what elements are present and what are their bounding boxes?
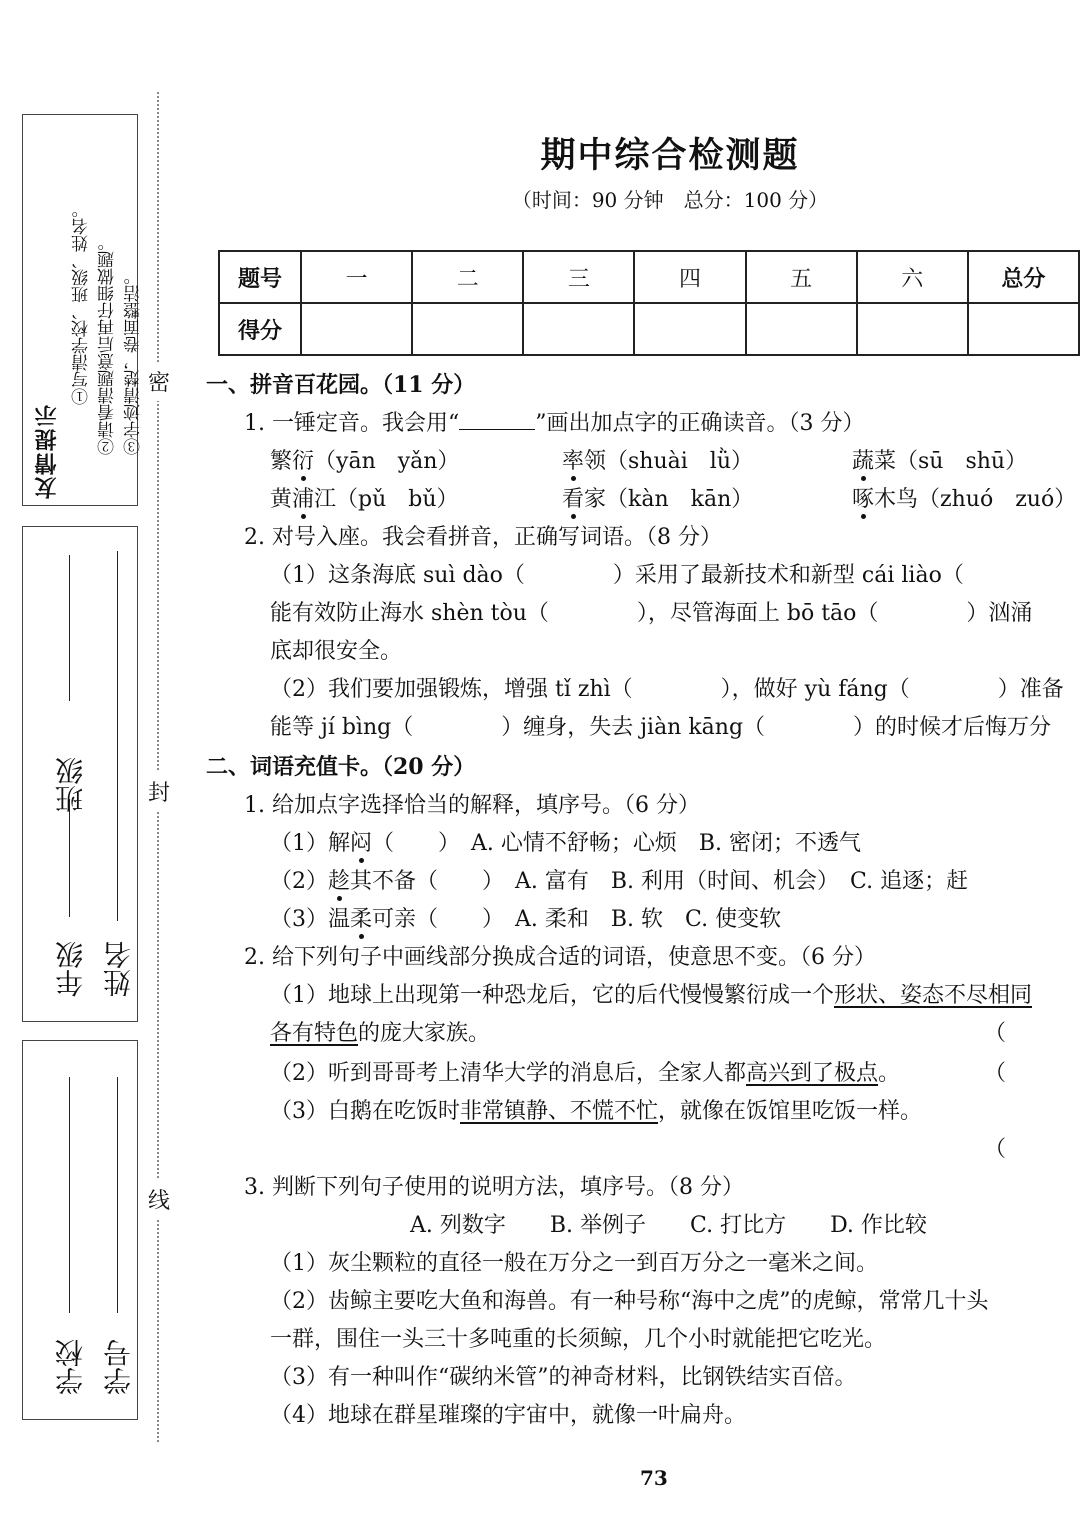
score-cell[interactable] [857, 303, 968, 355]
grade-class-name-box [22, 526, 138, 1022]
item-text: 黄 [270, 487, 293, 512]
pinyin-choice: 江（pǔ bǔ） [314, 487, 459, 512]
s1-q1-title [244, 406, 864, 437]
underlined-phrase: 各有特色 [270, 1021, 359, 1046]
tip-3: ③字迹清楚，卷面整洁。 [124, 268, 144, 455]
score-cell[interactable] [968, 303, 1079, 355]
number-label: 学号 [102, 1339, 135, 1395]
s2-q3-line-2: （2）齿鲸主要吃大鱼和海兽。有一种号称“海中之虎”的虎鲸，常常几十头 [270, 1289, 989, 1314]
score-table-header-row [219, 251, 1079, 303]
s1-q1-post: ”画出加点字的正确读音。（3 分） [535, 411, 865, 436]
section-2-title: 二、词语充值卡。（20 分） [206, 754, 476, 780]
score-cell[interactable] [634, 303, 745, 355]
row-label-score: 得分 [219, 303, 301, 355]
grade-label: 年级 [54, 941, 87, 997]
pinyin-choice: 菜（sū shū） [874, 449, 1028, 474]
answer-paren[interactable]: （ [984, 1061, 1007, 1086]
sentence-text: 的庞大家族。 [358, 1021, 491, 1046]
underline-blank [459, 411, 535, 430]
dotted-char: 闷 [350, 826, 372, 857]
s2-q2-s1-line-2 [270, 1016, 490, 1047]
s2-q1-item-3 [270, 902, 781, 933]
class-label: 班级 [54, 757, 87, 813]
dotted-char: 蔬 [852, 444, 874, 475]
tip-1: ①写清学校、班级、姓名。 [72, 201, 92, 405]
s2-q2-s2 [270, 1056, 900, 1087]
grade-line [69, 799, 70, 917]
pinyin-item-4 [270, 482, 459, 513]
s2-q3-line-5: （4）地球在群星璀璨的宇宙中，就像一叶扁舟。 [270, 1403, 746, 1428]
s1-q2-line-1: （1）这条海底 suì dào（ ）采用了最新技术和新型 cái liào（ [270, 563, 964, 588]
col-4: 四 [634, 251, 745, 303]
s2-q1-item-2 [270, 864, 968, 895]
page-title: 期中综合检测题 [540, 135, 800, 176]
s1-q2-line-5: 能等 jí bìng（ ）缠身，失去 jiàn kāng（ ）的时候才后悔万分 [270, 715, 1052, 740]
school-label: 学校 [54, 1339, 87, 1395]
s1-q2-line-2: 能有效防止海水 shèn tòu（ ），尽管海面上 bō tāo（ ）汹涌 [270, 601, 1033, 626]
tips-title: 友情提示 [34, 403, 60, 499]
score-table [218, 250, 1080, 356]
item-prefix: （3）温 [270, 907, 350, 932]
school-line [69, 1077, 70, 1313]
pinyin-choice: 领（shuài lǜ） [584, 449, 754, 474]
s2-q1-item-1 [270, 826, 861, 857]
s2-q1-title: 1. 给加点字选择恰当的解释，填序号。（6 分） [244, 793, 700, 818]
score-cell[interactable] [412, 303, 523, 355]
sentence-text: （1）地球上出现第一种恐龙后，它的后代慢慢繁衍成一个 [270, 983, 834, 1008]
col-1: 一 [301, 251, 412, 303]
s2-q3-line-4: （3）有一种叫作“碳纳米管”的神奇材料，比钢铁结实百倍。 [270, 1365, 857, 1390]
pinyin-item-2 [562, 444, 753, 475]
item-prefix: （2） [270, 869, 328, 894]
sentence-text: ，就像在饭馆里吃饭一样。 [658, 1099, 923, 1124]
col-6: 六 [857, 251, 968, 303]
pinyin-item-6 [852, 482, 1076, 513]
sentence-text: 。 [878, 1061, 901, 1086]
pinyin-item-1 [270, 444, 459, 475]
col-2: 二 [412, 251, 523, 303]
tip-2: ②请看清题意后再仔细做题。 [98, 234, 118, 455]
dotted-char: 浦 [292, 482, 314, 513]
pinyin-item-5 [562, 482, 753, 513]
score-cell[interactable] [746, 303, 857, 355]
dotted-char: 衍 [292, 444, 314, 475]
underlined-phrase: 非常镇静、不慌不忙 [460, 1099, 659, 1124]
s1-q2-line-4: （2）我们要加强锻炼，增强 tǐ zhì（ ），做好 yù fáng（ ）准备 [270, 677, 1064, 702]
sentence-text: （3）白鹅在吃饭时 [270, 1099, 460, 1124]
section-1-title: 一、拼音百花园。（11 分） [206, 372, 476, 398]
item-options: （ ） A. 心情不舒畅；心烦 B. 密闭；不透气 [372, 831, 862, 856]
answer-paren[interactable]: （ [984, 1137, 1007, 1162]
dotted-char: 率 [562, 444, 584, 475]
binding-feng: 封 [148, 772, 170, 811]
item-text: 繁 [270, 449, 293, 474]
dotted-char: 趁 [328, 864, 350, 895]
page-subtitle: （时间：90 分钟 总分：100 分） [511, 188, 829, 212]
s1-q2-line-3: 底却很安全。 [270, 639, 403, 664]
row-label-number: 题号 [219, 251, 301, 303]
pinyin-choice: 家（kàn kān） [584, 487, 754, 512]
score-cell[interactable] [301, 303, 412, 355]
sentence-text: （2）听到哥哥考上清华大学的消息后，全家人都 [270, 1061, 746, 1086]
dotted-char: 柔 [350, 902, 372, 933]
score-table-score-row [219, 303, 1079, 355]
s1-q2-title: 2. 对号入座。我会看拼音，正确写词语。（8 分） [244, 525, 722, 550]
col-total: 总分 [968, 251, 1079, 303]
class-line [69, 555, 70, 701]
s2-q2-s3 [270, 1094, 922, 1125]
s2-q3-title: 3. 判断下列句子使用的说明方法，填序号。（8 分） [244, 1175, 744, 1200]
s2-q2-s1-line-1 [270, 978, 1032, 1009]
answer-paren[interactable]: （ [984, 1021, 1007, 1046]
dotted-char: 看 [562, 482, 584, 513]
underlined-phrase: 高兴到了极点 [746, 1061, 879, 1086]
binding-mi: 密 [148, 362, 170, 401]
s2-q3-line-3: 一群，围住一头三十多吨重的长须鲸，几个小时就能把它吃光。 [270, 1327, 887, 1352]
s2-q3-options: A. 列数字 B. 举例子 C. 打比方 D. 作比较 [410, 1213, 927, 1238]
pinyin-choice: （yān yǎn） [314, 449, 460, 474]
s2-q2-title: 2. 给下列句子中画线部分换成合适的词语，使意思不变。（6 分） [244, 945, 876, 970]
item-options: 其不备（ ） A. 富有 B. 利用（时间、机会） C. 追逐；赶 [350, 869, 969, 894]
item-options: 可亲（ ） A. 柔和 B. 软 C. 使变软 [372, 907, 782, 932]
s1-q1-pre: 1. 一锤定音。我会用“ [244, 411, 460, 436]
pinyin-choice: 木鸟（zhuó zuó） [874, 487, 1077, 512]
name-line [117, 551, 118, 921]
name-label: 姓名 [102, 941, 135, 997]
col-3: 三 [523, 251, 634, 303]
underlined-phrase: 形状、姿态不尽相同 [834, 983, 1033, 1008]
score-cell[interactable] [523, 303, 634, 355]
pinyin-item-3 [852, 444, 1027, 475]
school-number-box [22, 1040, 138, 1420]
page-number: 73 [640, 1466, 668, 1490]
item-prefix: （1）解 [270, 831, 350, 856]
binding-dotted-line [157, 92, 159, 1442]
col-5: 五 [746, 251, 857, 303]
dotted-char: 啄 [852, 482, 874, 513]
number-line [117, 1077, 118, 1313]
s2-q3-line-1: （1）灰尘颗粒的直径一般在万分之一到百万分之一毫米之间。 [270, 1251, 878, 1276]
binding-xian: 线 [148, 1180, 170, 1219]
